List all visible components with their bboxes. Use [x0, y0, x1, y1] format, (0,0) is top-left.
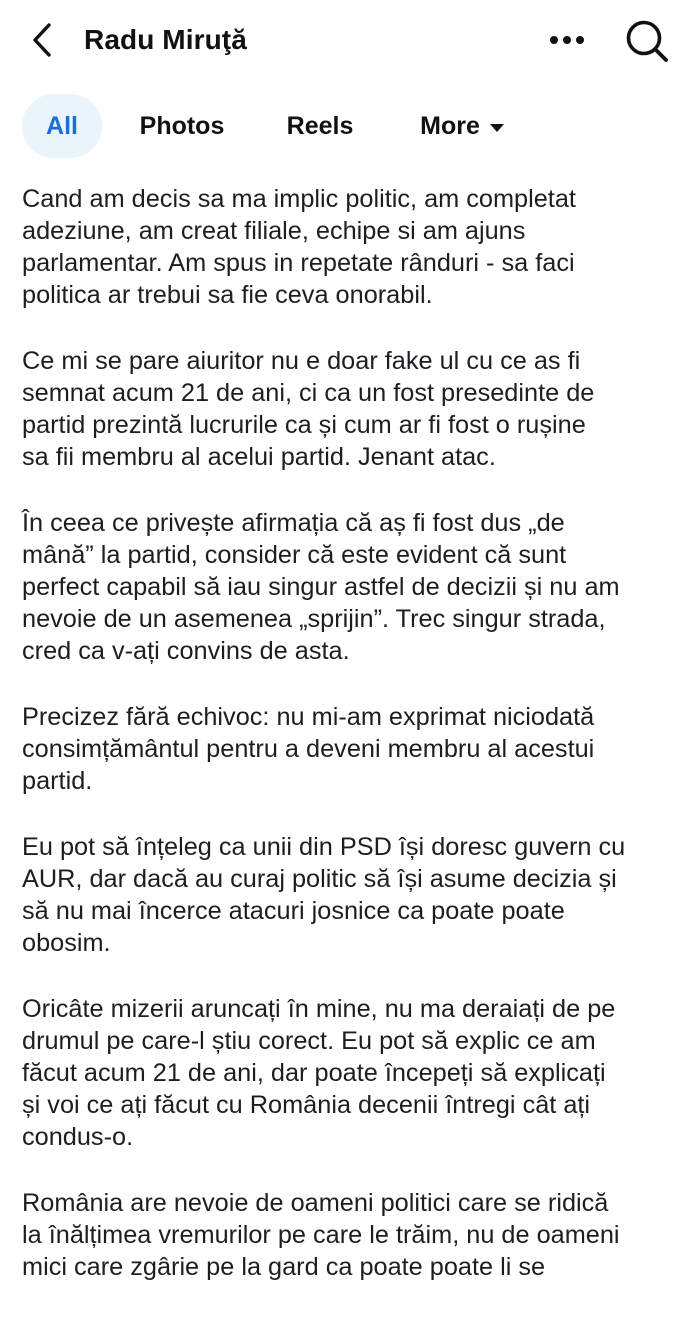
search-icon [625, 19, 669, 63]
post-line: condus-o. [22, 1123, 134, 1151]
post-line: obosim. [22, 929, 111, 957]
post-line: Cand am decis sa ma implic politic, am completat [22, 185, 576, 213]
back-button[interactable] [24, 20, 60, 60]
post-paragraph [22, 993, 686, 1153]
post-line: partid prezintă lucrurile ca și cum ar fi fost o rușine [22, 411, 586, 439]
post-line: sa fii membru al acelui partid. Jenant atac. [22, 443, 496, 471]
post-line: România are nevoie de oameni politici care se ridică [22, 1189, 609, 1217]
post-line: Eu pot să înțeleg ca unii din PSD își doresc guvern cu [22, 833, 626, 861]
post-paragraph [22, 701, 686, 797]
post-line: politica ar trebui sa fie ceva onorabil. [22, 281, 433, 309]
post-paragraph [22, 345, 686, 473]
post-line: În ceea ce privește afirmația că aș fi fost dus „de [22, 509, 565, 537]
post-line: mici care zgârie pe la gard ca poate poate li se [22, 1253, 546, 1281]
post-paragraph [22, 831, 686, 959]
tab-photos[interactable] [128, 94, 236, 158]
filter-tabs [0, 94, 700, 158]
post-line: făcut acum 21 de ani, dar poate începeți să explicați [22, 1059, 606, 1087]
search-button[interactable] [622, 16, 672, 66]
tab-more-label: More [420, 111, 480, 140]
tab-all[interactable] [22, 94, 102, 158]
profile-header [0, 0, 700, 84]
chevron-left-icon [30, 22, 54, 58]
post-line: Precizez fără echivoc: nu mi-am exprimat niciodată [22, 703, 595, 731]
post-line: cred ca v-ați convins de asta. [22, 637, 350, 665]
post-line: AUR, dar dacă au curaj politic să își asume decizia și [22, 865, 617, 893]
tab-photos-label: Photos [139, 111, 225, 140]
post-body [22, 183, 686, 1317]
tab-reels[interactable] [278, 94, 362, 158]
page-title: Radu Miruţă [84, 24, 247, 55]
post-line: parlamentar. Am spus in repetate rânduri - sa faci [22, 249, 575, 277]
post-line: să nu mai încerce atacuri josnice ca poate poate [22, 897, 565, 925]
caret-down-icon [490, 124, 504, 132]
tab-all-label: All [46, 111, 78, 140]
post-paragraph [22, 183, 686, 311]
post-paragraph [22, 507, 686, 667]
post-line: și voi ce ați făcut cu România decenii întregi cât ați [22, 1091, 591, 1119]
post-line: Ce mi se pare aiuritor nu e doar fake ul cu ce as fi [22, 347, 581, 375]
post-paragraph [22, 1187, 686, 1283]
post-line: adeziune, am creat filiale, echipe si am ajuns [22, 217, 526, 245]
post-line: semnat acum 21 de ani, ci ca un fost presedinte de [22, 379, 595, 407]
post-line: nevoie de un asemenea „sprijin”. Trec singur strada, [22, 605, 606, 633]
ellipsis-icon [549, 35, 585, 45]
post-line: partid. [22, 767, 93, 795]
post-line: la înălțimea vremurilor pe care le trăim, nu de oameni [22, 1221, 620, 1249]
post-line: perfect capabil să iau singur astfel de decizii și nu am [22, 573, 620, 601]
tab-reels-label: Reels [286, 111, 354, 140]
post-line: Oricâte mizerii aruncați în mine, nu ma deraiați de pe [22, 995, 616, 1023]
post-line: mână” la partid, consider că este evident că sunt [22, 541, 567, 569]
post-line: drumul pe care-l știu corect. Eu pot să explic ce am [22, 1027, 596, 1055]
post-line: consimțământul pentru a deveni membru al acestui [22, 735, 595, 763]
more-options-button[interactable] [546, 24, 588, 56]
tab-more[interactable] [404, 94, 520, 158]
